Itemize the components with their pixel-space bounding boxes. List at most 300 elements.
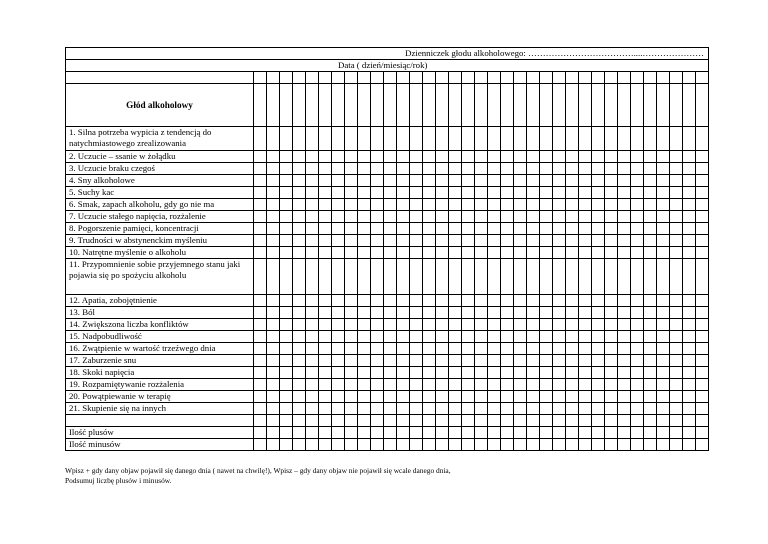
day-cell[interactable] [293,391,306,403]
day-cell[interactable] [410,403,423,415]
day-cell[interactable] [566,247,579,259]
day-cell[interactable] [566,259,579,295]
day-cell[interactable] [618,127,631,151]
day-cell[interactable] [319,331,332,343]
day-cell[interactable] [267,403,280,415]
day-cell[interactable] [410,259,423,295]
day-cell[interactable] [293,247,306,259]
day-cell[interactable] [449,163,462,175]
day-cell[interactable] [254,331,267,343]
day-cell[interactable] [670,187,683,199]
day-cell[interactable] [527,439,540,451]
day-cell[interactable] [566,415,579,427]
day-cell[interactable] [592,355,605,367]
day-cell[interactable] [397,295,410,307]
day-cell[interactable] [371,259,384,295]
day-cell[interactable] [306,355,319,367]
day-cell[interactable] [605,259,618,295]
day-cell[interactable] [501,415,514,427]
day-cell[interactable] [449,391,462,403]
day-cell[interactable] [670,295,683,307]
day-cell[interactable] [618,72,631,84]
day-cell[interactable] [527,391,540,403]
day-cell[interactable] [670,379,683,391]
day-cell[interactable] [358,199,371,211]
day-cell[interactable] [371,72,384,84]
day-cell[interactable] [345,379,358,391]
day-cell[interactable] [696,439,709,451]
day-cell[interactable] [254,367,267,379]
day-cell[interactable] [449,235,462,247]
day-cell[interactable] [319,127,332,151]
day-cell[interactable] [306,427,319,439]
day-cell[interactable] [540,84,553,127]
day-cell[interactable] [566,331,579,343]
day-cell[interactable] [540,403,553,415]
day-cell[interactable] [358,391,371,403]
day-cell[interactable] [410,163,423,175]
day-cell[interactable] [449,415,462,427]
day-cell[interactable] [267,355,280,367]
day-cell[interactable] [683,235,696,247]
day-cell[interactable] [462,199,475,211]
day-cell[interactable] [566,307,579,319]
day-cell[interactable] [436,391,449,403]
day-cell[interactable] [410,379,423,391]
day-cell[interactable] [371,319,384,331]
day-cell[interactable] [280,295,293,307]
day-cell[interactable] [657,439,670,451]
day-cell[interactable] [410,84,423,127]
day-cell[interactable] [410,151,423,163]
day-cell[interactable] [644,367,657,379]
day-cell[interactable] [267,367,280,379]
day-cell[interactable] [332,247,345,259]
day-cell[interactable] [488,415,501,427]
day-cell[interactable] [319,319,332,331]
day-cell[interactable] [410,439,423,451]
day-cell[interactable] [553,331,566,343]
day-cell[interactable] [397,247,410,259]
day-cell[interactable] [410,72,423,84]
day-cell[interactable] [371,235,384,247]
day-cell[interactable] [579,415,592,427]
day-cell[interactable] [397,343,410,355]
day-cell[interactable] [410,127,423,151]
day-cell[interactable] [644,355,657,367]
day-cell[interactable] [488,199,501,211]
day-cell[interactable] [436,72,449,84]
day-cell[interactable] [527,175,540,187]
day-cell[interactable] [462,307,475,319]
day-cell[interactable] [410,355,423,367]
day-cell[interactable] [410,319,423,331]
day-cell[interactable] [280,199,293,211]
day-cell[interactable] [384,259,397,295]
day-cell[interactable] [345,72,358,84]
day-cell[interactable] [267,127,280,151]
day-cell[interactable] [670,175,683,187]
day-cell[interactable] [631,247,644,259]
day-cell[interactable] [345,247,358,259]
day-cell[interactable] [566,211,579,223]
day-cell[interactable] [254,307,267,319]
day-cell[interactable] [449,331,462,343]
day-cell[interactable] [696,427,709,439]
day-cell[interactable] [605,199,618,211]
day-cell[interactable] [254,355,267,367]
day-cell[interactable] [371,84,384,127]
day-cell[interactable] [423,379,436,391]
day-cell[interactable] [423,295,436,307]
day-cell[interactable] [657,379,670,391]
day-cell[interactable] [605,415,618,427]
day-cell[interactable] [605,247,618,259]
day-cell[interactable] [553,187,566,199]
day-cell[interactable] [293,127,306,151]
day-cell[interactable] [436,247,449,259]
day-cell[interactable] [553,427,566,439]
day-cell[interactable] [436,211,449,223]
day-cell[interactable] [683,379,696,391]
day-cell[interactable] [254,259,267,295]
day-cell[interactable] [319,307,332,319]
day-cell[interactable] [345,439,358,451]
day-cell[interactable] [696,355,709,367]
day-cell[interactable] [579,163,592,175]
day-cell[interactable] [657,403,670,415]
day-cell[interactable] [501,355,514,367]
day-cell[interactable] [527,151,540,163]
day-cell[interactable] [670,355,683,367]
day-cell[interactable] [540,427,553,439]
day-cell[interactable] [345,84,358,127]
day-cell[interactable] [358,259,371,295]
day-cell[interactable] [501,211,514,223]
day-cell[interactable] [462,163,475,175]
day-cell[interactable] [527,259,540,295]
day-cell[interactable] [462,151,475,163]
day-cell[interactable] [293,199,306,211]
day-cell[interactable] [540,439,553,451]
day-cell[interactable] [410,343,423,355]
day-cell[interactable] [566,439,579,451]
day-cell[interactable] [644,295,657,307]
day-cell[interactable] [657,175,670,187]
day-cell[interactable] [501,127,514,151]
day-cell[interactable] [683,331,696,343]
day-cell[interactable] [436,151,449,163]
day-cell[interactable] [683,343,696,355]
day-cell[interactable] [670,391,683,403]
day-cell[interactable] [280,343,293,355]
day-cell[interactable] [410,235,423,247]
day-cell[interactable] [618,415,631,427]
day-cell[interactable] [384,163,397,175]
day-cell[interactable] [696,84,709,127]
day-cell[interactable] [371,211,384,223]
day-cell[interactable] [683,415,696,427]
day-cell[interactable] [696,415,709,427]
day-cell[interactable] [527,84,540,127]
day-cell[interactable] [514,343,527,355]
day-cell[interactable] [267,235,280,247]
day-cell[interactable] [592,319,605,331]
day-cell[interactable] [423,391,436,403]
day-cell[interactable] [397,151,410,163]
day-cell[interactable] [293,84,306,127]
day-cell[interactable] [423,151,436,163]
day-cell[interactable] [384,343,397,355]
day-cell[interactable] [254,403,267,415]
day-cell[interactable] [670,439,683,451]
day-cell[interactable] [423,199,436,211]
day-cell[interactable] [553,259,566,295]
day-cell[interactable] [423,187,436,199]
day-cell[interactable] [254,427,267,439]
day-cell[interactable] [436,379,449,391]
day-cell[interactable] [267,427,280,439]
day-cell[interactable] [345,223,358,235]
day-cell[interactable] [254,235,267,247]
day-cell[interactable] [423,163,436,175]
day-cell[interactable] [592,439,605,451]
day-cell[interactable] [449,367,462,379]
day-cell[interactable] [280,379,293,391]
day-cell[interactable] [488,331,501,343]
day-cell[interactable] [280,247,293,259]
day-cell[interactable] [566,379,579,391]
day-cell[interactable] [540,331,553,343]
day-cell[interactable] [358,223,371,235]
day-cell[interactable] [371,187,384,199]
day-cell[interactable] [540,163,553,175]
day-cell[interactable] [540,223,553,235]
day-cell[interactable] [670,307,683,319]
day-cell[interactable] [527,367,540,379]
day-cell[interactable] [319,163,332,175]
day-cell[interactable] [267,199,280,211]
day-cell[interactable] [592,175,605,187]
day-cell[interactable] [254,379,267,391]
day-cell[interactable] [501,403,514,415]
day-cell[interactable] [332,427,345,439]
day-cell[interactable] [436,199,449,211]
day-cell[interactable] [267,72,280,84]
day-cell[interactable] [371,403,384,415]
day-cell[interactable] [306,367,319,379]
day-cell[interactable] [423,235,436,247]
day-cell[interactable] [566,84,579,127]
day-cell[interactable] [501,379,514,391]
day-cell[interactable] [696,367,709,379]
day-cell[interactable] [696,175,709,187]
day-cell[interactable] [293,439,306,451]
day-cell[interactable] [397,199,410,211]
day-cell[interactable] [514,319,527,331]
day-cell[interactable] [462,391,475,403]
day-cell[interactable] [514,379,527,391]
day-cell[interactable] [475,247,488,259]
day-cell[interactable] [384,439,397,451]
day-cell[interactable] [410,427,423,439]
day-cell[interactable] [332,199,345,211]
day-cell[interactable] [397,355,410,367]
day-cell[interactable] [592,403,605,415]
day-cell[interactable] [345,163,358,175]
day-cell[interactable] [280,151,293,163]
day-cell[interactable] [566,235,579,247]
day-cell[interactable] [306,415,319,427]
day-cell[interactable] [683,295,696,307]
day-cell[interactable] [449,72,462,84]
day-cell[interactable] [683,223,696,235]
day-cell[interactable] [462,211,475,223]
day-cell[interactable] [527,295,540,307]
day-cell[interactable] [618,259,631,295]
day-cell[interactable] [488,427,501,439]
day-cell[interactable] [306,295,319,307]
day-cell[interactable] [696,379,709,391]
day-cell[interactable] [319,223,332,235]
day-cell[interactable] [462,403,475,415]
day-cell[interactable] [254,175,267,187]
day-cell[interactable] [280,187,293,199]
day-cell[interactable] [631,379,644,391]
day-cell[interactable] [436,259,449,295]
day-cell[interactable] [475,163,488,175]
day-cell[interactable] [384,127,397,151]
day-cell[interactable] [345,319,358,331]
day-cell[interactable] [605,319,618,331]
day-cell[interactable] [371,391,384,403]
day-cell[interactable] [579,403,592,415]
day-cell[interactable] [293,331,306,343]
day-cell[interactable] [475,415,488,427]
day-cell[interactable] [254,223,267,235]
day-cell[interactable] [488,175,501,187]
day-cell[interactable] [696,127,709,151]
day-cell[interactable] [436,427,449,439]
day-cell[interactable] [358,211,371,223]
day-cell[interactable] [501,319,514,331]
day-cell[interactable] [696,211,709,223]
day-cell[interactable] [332,379,345,391]
day-cell[interactable] [410,187,423,199]
day-cell[interactable] [488,355,501,367]
day-cell[interactable] [371,427,384,439]
day-cell[interactable] [475,235,488,247]
day-cell[interactable] [462,355,475,367]
day-cell[interactable] [267,259,280,295]
day-cell[interactable] [618,163,631,175]
day-cell[interactable] [579,331,592,343]
day-cell[interactable] [631,163,644,175]
day-cell[interactable] [696,319,709,331]
day-cell[interactable] [579,223,592,235]
day-cell[interactable] [488,151,501,163]
day-cell[interactable] [267,307,280,319]
day-cell[interactable] [527,355,540,367]
day-cell[interactable] [423,84,436,127]
day-cell[interactable] [644,307,657,319]
day-cell[interactable] [527,403,540,415]
day-cell[interactable] [514,427,527,439]
day-cell[interactable] [332,163,345,175]
day-cell[interactable] [605,307,618,319]
day-cell[interactable] [475,427,488,439]
day-cell[interactable] [449,84,462,127]
day-cell[interactable] [462,379,475,391]
day-cell[interactable] [280,223,293,235]
day-cell[interactable] [527,223,540,235]
day-cell[interactable] [449,355,462,367]
day-cell[interactable] [579,211,592,223]
day-cell[interactable] [475,259,488,295]
day-cell[interactable] [449,127,462,151]
day-cell[interactable] [332,223,345,235]
day-cell[interactable] [553,211,566,223]
day-cell[interactable] [319,84,332,127]
day-cell[interactable] [592,163,605,175]
day-cell[interactable] [358,415,371,427]
day-cell[interactable] [280,84,293,127]
day-cell[interactable] [410,307,423,319]
day-cell[interactable] [605,427,618,439]
day-cell[interactable] [618,367,631,379]
day-cell[interactable] [397,427,410,439]
day-cell[interactable] [540,151,553,163]
day-cell[interactable] [527,163,540,175]
day-cell[interactable] [254,415,267,427]
day-cell[interactable] [345,199,358,211]
day-cell[interactable] [319,367,332,379]
day-cell[interactable] [254,439,267,451]
day-cell[interactable] [631,427,644,439]
day-cell[interactable] [475,367,488,379]
day-cell[interactable] [657,367,670,379]
day-cell[interactable] [254,199,267,211]
day-cell[interactable] [436,235,449,247]
day-cell[interactable] [670,331,683,343]
day-cell[interactable] [683,259,696,295]
day-cell[interactable] [514,187,527,199]
day-cell[interactable] [579,343,592,355]
day-cell[interactable] [293,72,306,84]
day-cell[interactable] [280,211,293,223]
day-cell[interactable] [618,307,631,319]
day-cell[interactable] [657,163,670,175]
day-cell[interactable] [436,367,449,379]
day-cell[interactable] [358,84,371,127]
day-cell[interactable] [423,331,436,343]
day-cell[interactable] [397,367,410,379]
day-cell[interactable] [423,403,436,415]
day-cell[interactable] [670,259,683,295]
day-cell[interactable] [644,415,657,427]
day-cell[interactable] [306,72,319,84]
day-cell[interactable] [332,84,345,127]
day-cell[interactable] [397,415,410,427]
day-cell[interactable] [280,127,293,151]
day-cell[interactable] [553,439,566,451]
day-cell[interactable] [371,175,384,187]
day-cell[interactable] [527,343,540,355]
day-cell[interactable] [345,175,358,187]
day-cell[interactable] [631,367,644,379]
day-cell[interactable] [618,379,631,391]
day-cell[interactable] [605,331,618,343]
